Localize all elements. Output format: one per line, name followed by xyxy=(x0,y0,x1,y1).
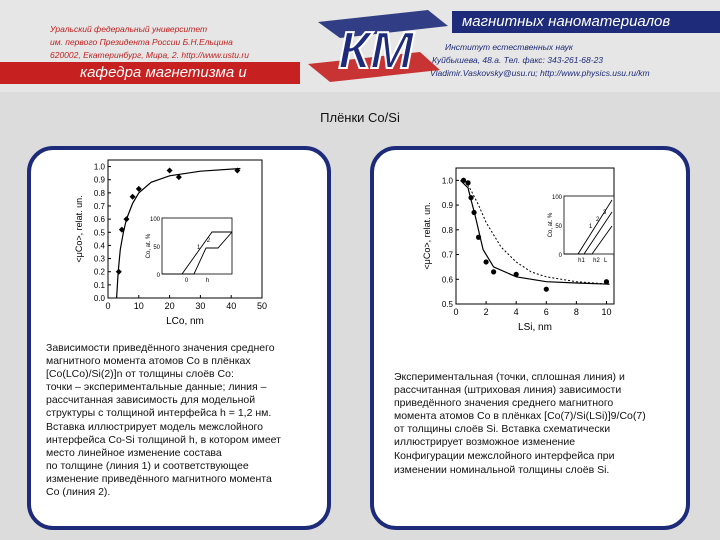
x-tick-label: 8 xyxy=(573,307,579,317)
y-tick-label: 0.0 xyxy=(93,294,105,303)
y-tick-label: 0.6 xyxy=(441,275,453,285)
data-point xyxy=(483,259,488,264)
x-tick-label: 2 xyxy=(483,307,489,317)
inset-series-label: 2 xyxy=(206,238,211,245)
department-name-left: кафедра магнетизма и xyxy=(80,64,247,81)
institute-name: Институт естественных наук xyxy=(445,42,573,52)
y-tick-label: 0.5 xyxy=(441,300,453,309)
department-name-right: магнитных наноматериалов xyxy=(462,13,671,30)
right-caption: Экспериментальная (точки, сплошная линия) и рассчитанная (штриховая линия) зависимости приведённого значения среднего магнитного момента атомов Co в плёнках [Co(7)/Si(LSi)]9/Co(7) от толщины слоёв Si. Вставка схематически иллюстрирует возможное изменение Конфигурации межслойного интерфейса при xyxy=(394,371,646,462)
x-tick-label: 30 xyxy=(195,301,206,311)
y-tick-label: 0.9 xyxy=(441,201,453,211)
x-tick-label: 50 xyxy=(256,301,268,311)
y-tick-label: 0.8 xyxy=(93,188,105,198)
chart-si-thickness xyxy=(412,160,630,344)
y-tick-label: 0.6 xyxy=(93,215,105,225)
x-tick-label: 20 xyxy=(164,301,175,311)
inset-diagram xyxy=(146,217,232,284)
chart-co-thickness xyxy=(68,152,278,338)
y-axis-label: <μCo>, relat. un. xyxy=(74,195,84,263)
inset-y-tick-label: 50 xyxy=(555,224,562,230)
data-point xyxy=(544,287,549,292)
institute-contacts: Vladimir.Vaskovsky@usu.ru; http://www.physics.usu.ru/km xyxy=(430,68,650,78)
data-point xyxy=(491,269,496,274)
university-name: Уральский федеральный университет xyxy=(50,24,208,34)
institute-address: Куйбышева, 48.а. Тел. факс: 343-261-68-23 xyxy=(432,55,604,65)
right-caption-end: изменении номинальной толщины слоёв Si. xyxy=(394,464,610,476)
y-tick-label: 0.5 xyxy=(93,228,105,238)
inset-y-tick-label: 0 xyxy=(156,273,160,279)
km-logo xyxy=(300,4,452,88)
department-band-right xyxy=(452,11,720,33)
y-tick-label: 0.2 xyxy=(93,267,105,277)
y-axis-label: <μCo>, relat. un. xyxy=(422,202,432,270)
inset-x-label: L xyxy=(604,258,608,264)
x-tick-label: 40 xyxy=(226,301,237,311)
inset-y-tick-label: 50 xyxy=(153,245,160,251)
y-tick-label: 0.9 xyxy=(93,175,105,185)
x-axis-label: LCo, nm xyxy=(166,316,204,327)
inset-y-tick-label: 100 xyxy=(551,195,562,201)
y-tick-label: 0.7 xyxy=(93,202,105,211)
y-tick-label: 1.0 xyxy=(93,162,105,172)
inset-y-tick-label: 0 xyxy=(558,253,562,259)
inset-series-label: 3 xyxy=(603,209,607,216)
y-tick-label: 0.1 xyxy=(93,280,105,290)
x-tick-label: 0 xyxy=(453,307,459,317)
y-tick-label: 0.4 xyxy=(93,241,105,251)
inset-series-label: 1 xyxy=(589,223,593,230)
data-point xyxy=(167,168,173,174)
university-subtitle: им. первого Президента России Б.Н.Ельцина xyxy=(50,37,233,47)
slide-header xyxy=(0,0,720,92)
x-tick-label: 10 xyxy=(601,307,612,317)
inset-series-label: 2 xyxy=(596,216,600,223)
inset-x-tick-label: h2 xyxy=(593,258,600,264)
inset-series-label: 1 xyxy=(197,244,201,251)
department-band-left xyxy=(0,62,300,84)
slide-title: Плёнки Co/Si xyxy=(320,110,400,125)
logo-lettering: КМ xyxy=(338,22,414,80)
y-tick-label: 1.0 xyxy=(441,176,453,186)
y-tick-label: 0.7 xyxy=(441,250,453,260)
x-tick-label: 4 xyxy=(513,307,519,317)
inset-y-label: Co, at. % xyxy=(146,233,152,259)
inset-x-tick-label: 0 xyxy=(184,278,189,284)
y-tick-label: 0.3 xyxy=(93,254,105,264)
inset-diagram xyxy=(548,195,614,264)
university-address: 620002, Екатеринбург, Мира, 2. http://www.ustu.ru xyxy=(50,50,249,60)
inset-y-label: Co, at. % xyxy=(548,212,554,238)
x-tick-label: 0 xyxy=(105,301,111,311)
y-tick-label: 0.8 xyxy=(441,225,453,235)
x-axis-label: LSi, nm xyxy=(518,322,552,333)
x-tick-label: 6 xyxy=(543,307,549,317)
x-tick-label: 10 xyxy=(133,301,144,311)
inset-x-tick-label: h xyxy=(205,278,210,284)
inset-y-tick-label: 100 xyxy=(149,217,160,223)
left-caption: Зависимости приведённого значения среднего магнитного момента атомов Co в плёнках [Co(LCo)/Si(2)]n от толщины слоёв Co: точки – экспериментальные данные; линия – рассчитанная зависимость для модельной структуры с толщиной интерфейса h = 1,2 нм. Вставка иллюстрирует модель межслойного интерфейса Co-Si толщиной h, в котором имеет место линейное изменение состава по толщине (линия 1) и соответствующее изменение приведённого магнитного момента Co (линия 2). xyxy=(46,342,281,499)
inset-x-tick-label: h1 xyxy=(578,258,585,264)
